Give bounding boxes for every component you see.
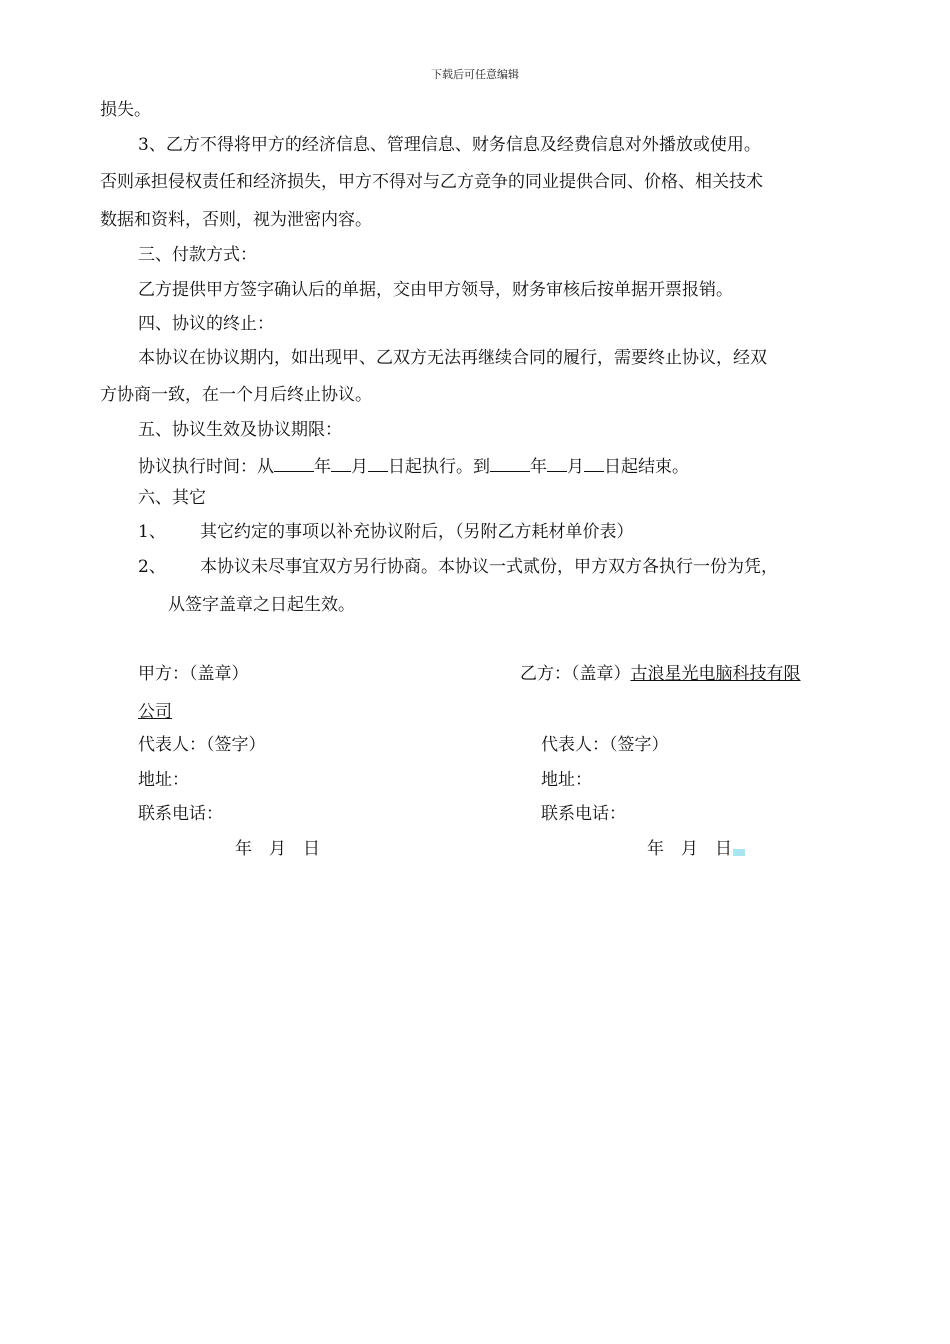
list-text: 本协议未尽事宜双方另行协商。本协议一式贰份，甲方双方各执行一份为凭， xyxy=(200,557,778,577)
party-b-company-cont: 公司 xyxy=(138,702,172,722)
list-number: 1、 xyxy=(138,522,166,542)
term-text: 日起结束。 xyxy=(604,457,689,477)
section-heading: 五、协议生效及协议期限： xyxy=(138,420,342,440)
party-b-label-line xyxy=(520,664,801,684)
blank-month-start[interactable] xyxy=(331,454,351,472)
party-a-date: 年 月 日 xyxy=(235,839,320,859)
paragraph-line: 本协议在协议期内，如出现甲、乙双方无法再继续合同的履行，需要终止协议，经双 xyxy=(138,348,767,368)
blank-year-start[interactable] xyxy=(274,454,314,472)
term-line xyxy=(138,454,689,477)
paragraph-line: 损失。 xyxy=(100,100,151,120)
list-item xyxy=(138,557,778,577)
party-a-phone: 联系电话： xyxy=(138,804,223,824)
section-heading: 六、其它 xyxy=(138,488,206,508)
cursor-highlight-mark xyxy=(733,849,745,856)
blank-day-end[interactable] xyxy=(584,454,604,472)
party-b-rep: 代表人：（签字） xyxy=(541,735,669,755)
party-b-address: 地址： xyxy=(541,770,592,790)
page-header: 下载后可任意编辑 xyxy=(431,68,519,81)
term-text: 协议执行时间：从 xyxy=(138,457,274,477)
party-b-phone: 联系电话： xyxy=(541,804,626,824)
blank-month-end[interactable] xyxy=(547,454,567,472)
list-item xyxy=(138,522,634,542)
section-heading: 三、付款方式： xyxy=(138,245,257,265)
paragraph-line: 否则承担侵权责任和经济损失，甲方不得对与乙方竞争的同业提供合同、价格、相关技术 xyxy=(100,172,763,192)
list-continuation: 从签字盖章之日起生效。 xyxy=(168,595,355,615)
term-text: 月 xyxy=(567,457,584,477)
term-text: 日起执行。到 xyxy=(388,457,490,477)
list-number: 2、 xyxy=(138,557,166,577)
paragraph-line: 乙方提供甲方签字确认后的单据，交由甲方领导，财务审核后按单据开票报销。 xyxy=(138,280,733,300)
term-text: 月 xyxy=(351,457,368,477)
section-heading: 四、协议的终止： xyxy=(138,314,274,334)
party-a-rep: 代表人：（签字） xyxy=(138,735,266,755)
term-text: 年 xyxy=(314,457,331,477)
party-b-company: 古浪星光电脑科技有限 xyxy=(630,664,801,684)
blank-day-start[interactable] xyxy=(368,454,388,472)
party-b-label: 乙方：（盖章） xyxy=(520,664,631,684)
party-a-address: 地址： xyxy=(138,770,189,790)
list-text: 其它约定的事项以补充协议附后，（另附乙方耗材单价表） xyxy=(200,522,634,542)
paragraph-line: 数据和资料，否则，视为泄密内容。 xyxy=(100,210,372,230)
party-a-label: 甲方：（盖章） xyxy=(138,664,249,684)
blank-year-end[interactable] xyxy=(490,454,530,472)
party-b-date: 年 月 日 xyxy=(647,839,732,859)
paragraph-line: 方协商一致，在一个月后终止协议。 xyxy=(100,385,372,405)
party-b-date-line xyxy=(647,839,745,859)
term-text: 年 xyxy=(530,457,547,477)
paragraph-line: 3、乙方不得将甲方的经济信息、管理信息、财务信息及经费信息对外播放或使用。 xyxy=(138,135,761,155)
